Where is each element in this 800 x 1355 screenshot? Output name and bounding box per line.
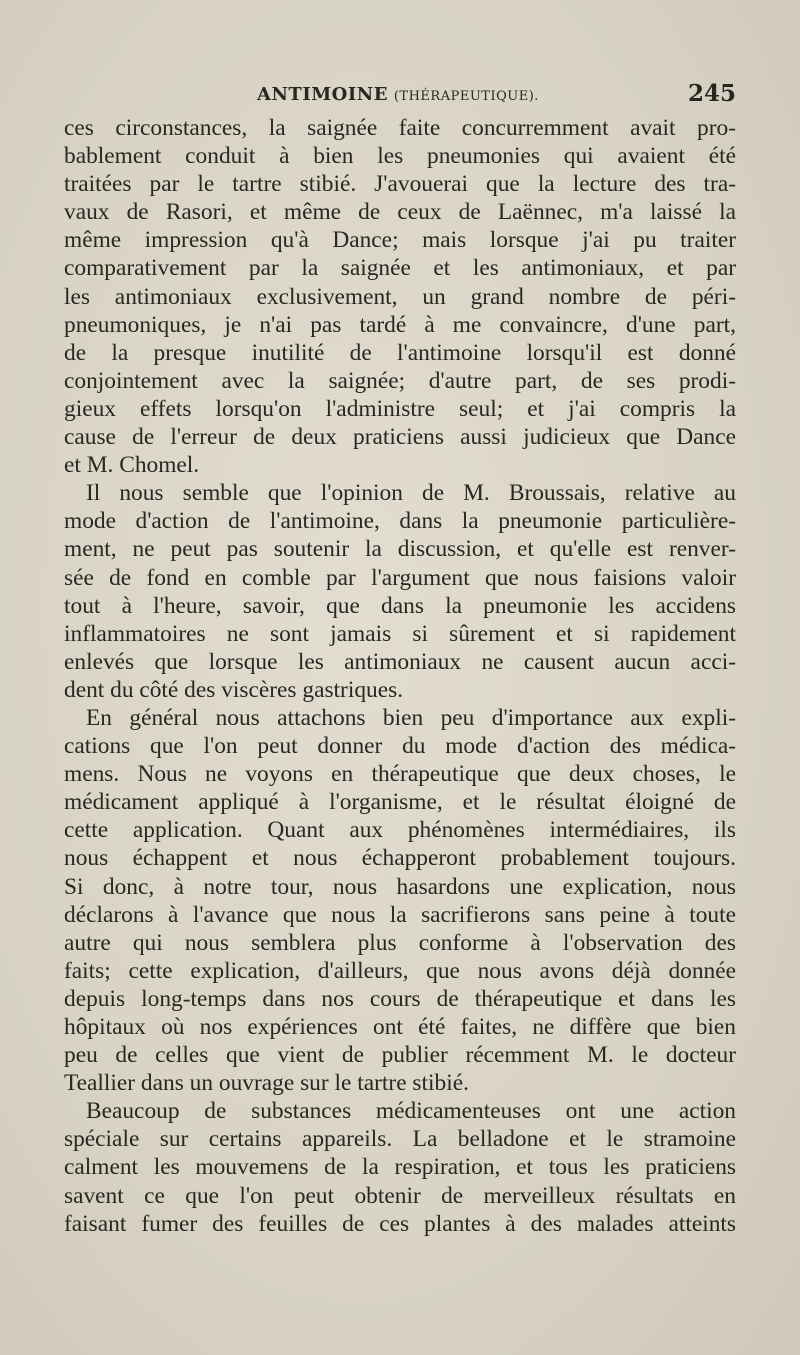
text-line: mens. Nous ne voyons en thérapeutique que deux choses, le — [64, 761, 736, 788]
text-line: conjointement avec la saignée; d'autre part, de ses prodi- — [64, 367, 736, 394]
text-line: cations que l'on peut donner du mode d'action des médica- — [64, 733, 736, 760]
text-line: spéciale sur certains appareils. La belladone et le stramoine — [64, 1126, 736, 1153]
text-line: et M. Chomel. — [64, 452, 200, 479]
text-line: médicament appliqué à l'organisme, et le résultat éloigné de — [64, 789, 736, 816]
text-line: gieux effets lorsqu'on l'administre seul; et j'ai compris la — [64, 395, 736, 422]
text-line: traitées par le tartre stibié. J'avouerai que la lecture des tra- — [64, 171, 736, 198]
text-line: nous échappent et nous échapperont probablement toujours. — [64, 845, 736, 872]
text-line: dent du côté des viscères gastriques. — [64, 676, 404, 703]
text-line: depuis long-temps dans nos cours de thérapeutique et dans les — [64, 985, 736, 1012]
text-line: pneumoniques, je n'ai pas tardé à me convaincre, d'une part, — [64, 311, 736, 338]
text-line: ces circonstances, la saignée faite concurremment avait pro- — [64, 115, 736, 141]
text-line: En général nous attachons bien peu d'importance aux expli- — [86, 704, 736, 731]
body-text — [64, 114, 736, 1238]
text-line: Si donc, à notre tour, nous hasardons une explication, nous — [64, 873, 736, 900]
text-line: bablement conduit à bien les pneumonies qui avaient été — [64, 143, 736, 170]
text-line: cause de l'erreur de deux praticiens aussi judicieux que Dance — [64, 424, 736, 451]
text-line: tout à l'heure, savoir, que dans la pneumonie les accidens — [64, 592, 736, 619]
running-title — [257, 84, 539, 105]
text-line: cette application. Quant aux phénomènes intermédiaires, ils — [64, 817, 736, 844]
text-line: vaux de Rasori, et même de ceux de Laënnec, m'a laissé la — [64, 199, 736, 226]
text-line: Il nous semble que l'opinion de M. Broussais, relative au — [86, 480, 736, 507]
text-line: peu de celles que vient de publier récemment M. le docteur — [64, 1042, 736, 1069]
text-line: ment, ne peut pas soutenir la discussion, et qu'elle est renver- — [64, 536, 736, 563]
text-line: savent ce que l'on peut obtenir de merveilleux résultats en — [64, 1182, 736, 1209]
text-line: autre qui nous semblera plus conforme à l'observation des — [64, 929, 736, 956]
text-line: faisant fumer des feuilles de ces plantes à des malades atteints — [64, 1210, 736, 1237]
text-line: enlevés que lorsque les antimoniaux ne causent aucun acci- — [64, 648, 736, 675]
text-line: inflammatoires ne sont jamais si sûrement et si rapidement — [64, 620, 736, 647]
text-line: faits; cette explication, d'ailleurs, que nous avons déjà donnée — [64, 957, 736, 984]
running-title-sub: (THÉRAPEUTIQUE). — [393, 89, 539, 104]
text-line: comparativement par la saignée et les antimoniaux, et par — [64, 255, 736, 282]
text-line: mode d'action de l'antimoine, dans la pneumonie particulière- — [64, 508, 736, 535]
text-line: sée de fond en comble par l'argument que nous faisions valoir — [64, 564, 736, 591]
text-line: les antimoniaux exclusivement, un grand nombre de péri- — [64, 283, 736, 310]
text-line: calment les mouvemens de la respiration, et tous les praticiens — [64, 1154, 736, 1181]
text-line: Teallier dans un ouvrage sur le tartre stibié. — [64, 1070, 469, 1097]
text-line: hôpitaux où nos expériences ont été faites, ne diffère que bien — [64, 1014, 736, 1040]
running-title-main: ANTIMOINE — [257, 84, 388, 105]
page-number: 245 — [687, 80, 736, 107]
running-header — [64, 78, 736, 112]
text-line: de la presque inutilité de l'antimoine lorsqu'il est donné — [64, 339, 736, 366]
text-line: déclarons à l'avance que nous la sacrifierons sans peine à toute — [64, 901, 736, 928]
text-line: même impression qu'à Dance; mais lorsque j'ai pu traiter — [64, 227, 736, 254]
text-line: Beaucoup de substances médicamenteuses ont une action — [86, 1098, 736, 1125]
